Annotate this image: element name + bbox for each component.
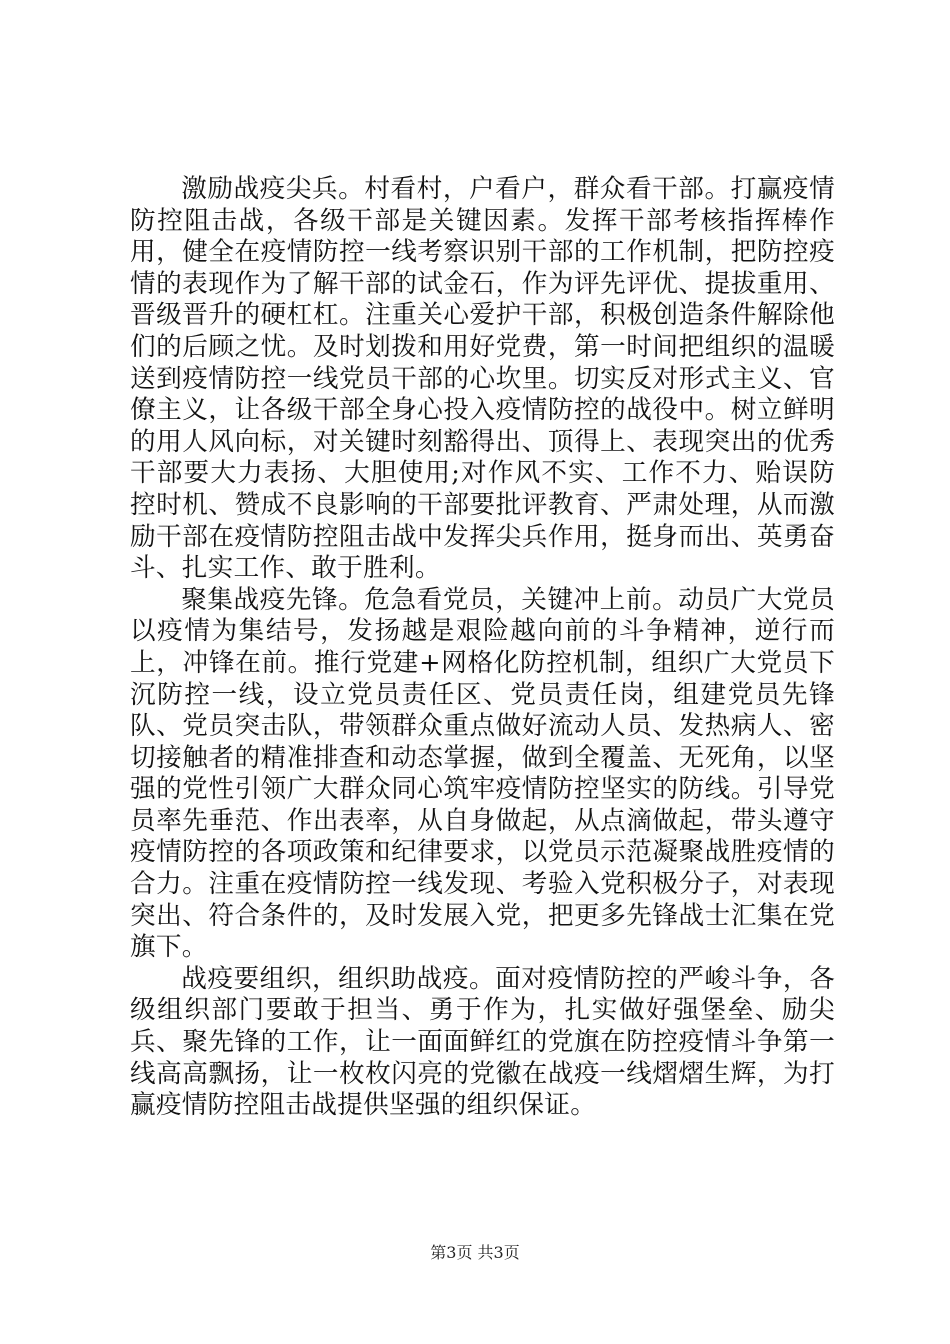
paragraph-organization-support: 战疫要组织，组织助战疫。面对疫情防控的严峻斗争，各级组织部门要敢于担当、勇于作为，扎实做好强堡垒、励尖兵、聚先锋的工作，让一面面鲜红的党旗在防控疫情斗争第一线高高飘扬，让一枚枚闪亮的党徽在战疫一线熠熠生辉，为打赢疫情防控阻击战提供坚强的组织保证。 xyxy=(130,963,835,1121)
paragraph-gather-party-vanguards: 聚集战疫先锋。危急看党员，关键冲上前。动员广大党员以疫情为集结号，发扬越是艰险越向前的斗争精神，逆行而上，冲锋在前。推行党建+网格化防控机制，组织广大党员下沉防控一线，设立党员责任区、党员责任岗，组建党员先锋队、党员突击队，带领群众重点做好流动人员、发热病人、密切接触者的精准排查和动态掌握，做到全覆盖、无死角，以坚强的党性引领广大群众同心筑牢疫情防控坚实的防线。引导党员率先垂范、作出表率，从自身做起，从点滴做起，带头遵守疫情防控的各项政策和纪律要求，以党员示范凝聚战胜疫情的合力。注重在疫情防控一线发现、考验入党积极分子，对表现突出、符合条件的，及时发展入党，把更多先锋战士汇集在党旗下。 xyxy=(130,584,835,963)
paragraph-inspire-frontline-cadres: 激励战疫尖兵。村看村，户看户，群众看干部。打赢疫情防控阻击战，各级干部是关键因素。发挥干部考核指挥棒作用，健全在疫情防控一线考察识别干部的工作机制，把防控疫情的表现作为了解干部的试金石，作为评先评优、提拔重用、晋级晋升的硬杠杠。注重关心爱护干部，积极创造条件解除他们的后顾之忧。及时划拨和用好党费，第一时间把组织的温暖送到疫情防控一线党员干部的心坎里。切实反对形式主义、官僚主义，让各级干部全身心投入疫情防控的战役中。树立鲜明的用人风向标，对关键时刻豁得出、顶得上、表现突出的优秀干部要大力表扬、大胆使用;对作风不实、工作不力、贻误防控时机、赞成不良影响的干部要批评教育、严肃处理，从而激励干部在疫情防控阻击战中发挥尖兵作用，挺身而出、英勇奋斗、扎实工作、敢于胜利。 xyxy=(130,174,835,584)
page-number-footer: 第3页 共3页 xyxy=(430,1243,520,1262)
document-body xyxy=(130,174,835,1122)
